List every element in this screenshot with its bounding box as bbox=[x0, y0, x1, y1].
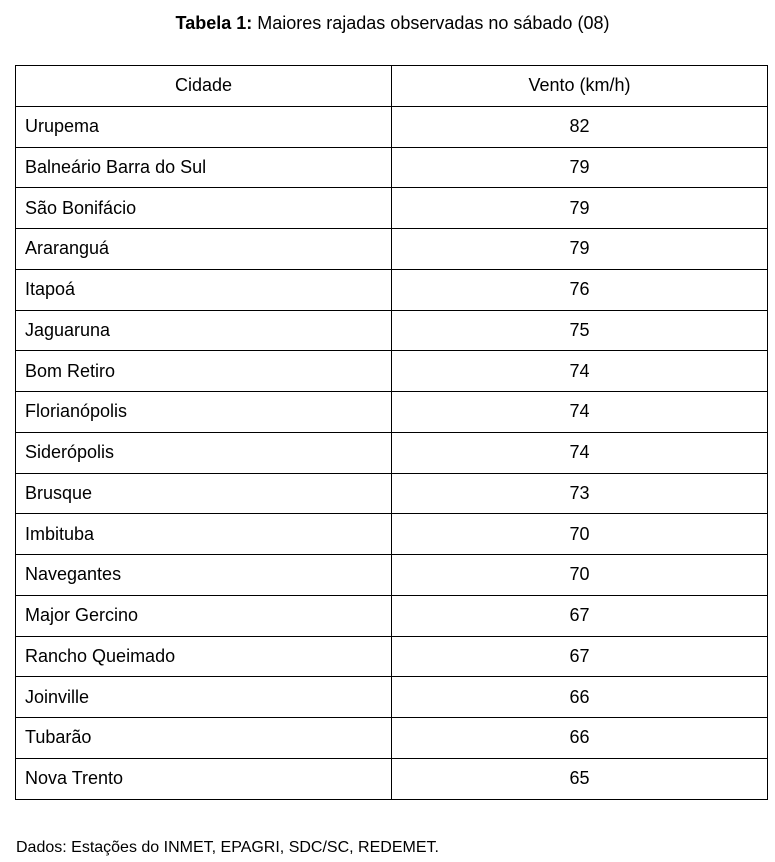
wind-cell: 75 bbox=[392, 310, 768, 351]
city-cell: Jaguaruna bbox=[16, 310, 392, 351]
city-cell: Araranguá bbox=[16, 229, 392, 270]
wind-cell: 70 bbox=[392, 514, 768, 555]
table-body bbox=[16, 106, 768, 799]
table-row bbox=[16, 106, 768, 147]
table-row bbox=[16, 514, 768, 555]
caption-label: Tabela 1: bbox=[175, 13, 253, 33]
wind-cell: 76 bbox=[392, 269, 768, 310]
header-row bbox=[16, 66, 768, 107]
data-source-footnote: Dados: Estações do INMET, EPAGRI, SDC/SC, REDEMET. bbox=[16, 839, 439, 856]
table-row bbox=[16, 188, 768, 229]
wind-cell: 73 bbox=[392, 473, 768, 514]
wind-cell: 66 bbox=[392, 677, 768, 718]
wind-cell: 67 bbox=[392, 595, 768, 636]
table-row bbox=[16, 392, 768, 433]
city-cell: Brusque bbox=[16, 473, 392, 514]
wind-cell: 79 bbox=[392, 147, 768, 188]
table-row bbox=[16, 636, 768, 677]
city-cell: Balneário Barra do Sul bbox=[16, 147, 392, 188]
city-cell: Bom Retiro bbox=[16, 351, 392, 392]
city-cell: Major Gercino bbox=[16, 595, 392, 636]
city-cell: Itapoá bbox=[16, 269, 392, 310]
table-row bbox=[16, 718, 768, 759]
wind-cell: 70 bbox=[392, 555, 768, 596]
table-row bbox=[16, 432, 768, 473]
wind-cell: 79 bbox=[392, 188, 768, 229]
city-cell: Urupema bbox=[16, 106, 392, 147]
city-cell: Rancho Queimado bbox=[16, 636, 392, 677]
table-row bbox=[16, 351, 768, 392]
table-row bbox=[16, 555, 768, 596]
wind-gust-table bbox=[15, 65, 768, 800]
table-caption bbox=[0, 12, 775, 34]
table-row bbox=[16, 473, 768, 514]
city-cell: Nova Trento bbox=[16, 758, 392, 799]
table-row bbox=[16, 677, 768, 718]
wind-cell: 74 bbox=[392, 432, 768, 473]
city-cell: Tubarão bbox=[16, 718, 392, 759]
table-header bbox=[16, 66, 768, 107]
city-cell: Imbituba bbox=[16, 514, 392, 555]
city-cell: Siderópolis bbox=[16, 432, 392, 473]
city-cell: Florianópolis bbox=[16, 392, 392, 433]
table-row bbox=[16, 310, 768, 351]
table-row bbox=[16, 758, 768, 799]
header-wind: Vento (km/h) bbox=[392, 66, 768, 107]
wind-cell: 67 bbox=[392, 636, 768, 677]
header-city: Cidade bbox=[16, 66, 392, 107]
city-cell: Navegantes bbox=[16, 555, 392, 596]
table-row bbox=[16, 269, 768, 310]
wind-cell: 66 bbox=[392, 718, 768, 759]
table-row bbox=[16, 595, 768, 636]
wind-cell: 65 bbox=[392, 758, 768, 799]
wind-cell: 74 bbox=[392, 351, 768, 392]
wind-cell: 74 bbox=[392, 392, 768, 433]
wind-cell: 82 bbox=[392, 106, 768, 147]
city-cell: Joinville bbox=[16, 677, 392, 718]
table-row bbox=[16, 147, 768, 188]
table-row bbox=[16, 229, 768, 270]
wind-cell: 79 bbox=[392, 229, 768, 270]
caption-text: Maiores rajadas observadas no sábado (08) bbox=[257, 13, 610, 33]
city-cell: São Bonifácio bbox=[16, 188, 392, 229]
